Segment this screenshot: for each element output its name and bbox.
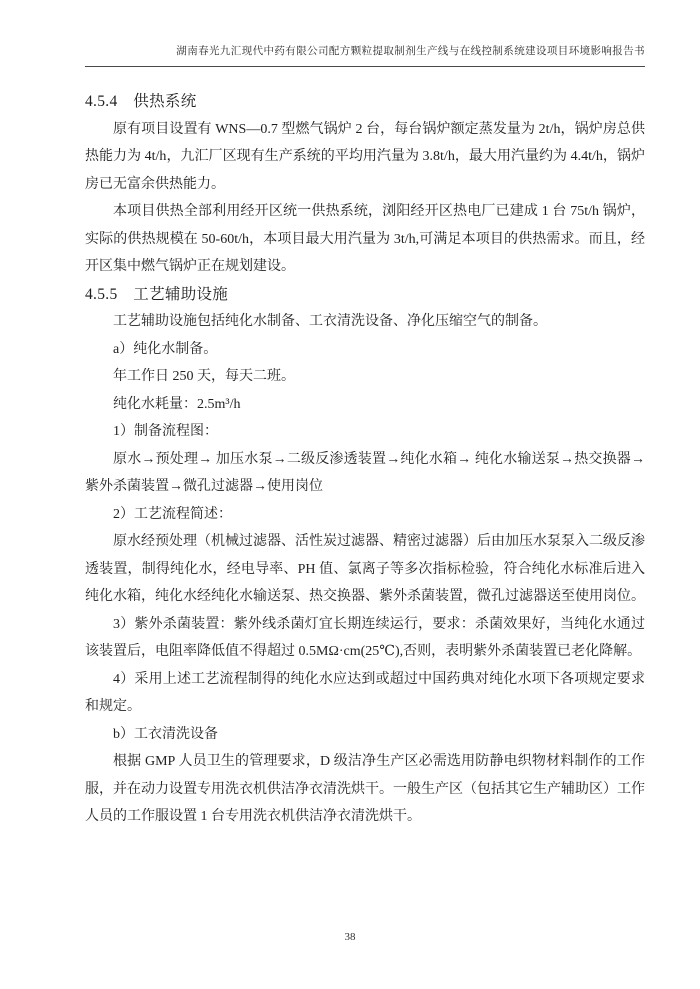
paragraph: 根据 GMP 人员卫生的管理要求，D 级洁净生产区必需选用防静电织物材料制作的工作服，并在动力设置专用洗衣机供洁净衣清洗烘干。一般生产区（包括其它生产辅助区）工作人员的工作服设置 1 台专用洗衣机供洁净衣清洗烘干。 bbox=[85, 754, 645, 824]
paragraph: 年工作日 250 天，每天二班。 bbox=[113, 369, 295, 384]
section-heading-4-5-4: 4.5.4 供热系统 bbox=[85, 93, 197, 110]
process-flow-text: 原水→预处理→ 加压水泵→二级反渗透装置→纯化水箱→ 纯化水输送泵→热交换器→紫外杀菌装置→微孔过滤器→使用岗位 bbox=[85, 451, 645, 494]
list-item-a: a）纯化水制备。 bbox=[113, 341, 218, 357]
paragraph: 原有项目设置有 WNS—0.7 型燃气锅炉 2 台，每台锅炉额定蒸发量为 2t/h，锅炉房总供热能力为 4t/h，九汇厂区现有生产系统的平均用汽量为 3.8t/h，最大用汽量约为 4.4t/h，锅炉房已无富余供热能力。 bbox=[85, 121, 645, 192]
list-item-3: 3）紫外杀菌装置：紫外线杀菌灯宜长期连续运行，要求：杀菌效果好，当纯化水通过该装置后，电阻率降低值不得超过 0.5MΩ·cm(25℃),否则，表明紫外杀菌装置已老化降解。 bbox=[85, 616, 645, 659]
section-heading-4-5-5: 4.5.5 工艺辅助设施 bbox=[85, 285, 229, 303]
paragraph: 本项目供热全部利用经开区统一供热系统，浏阳经开区热电厂已建成 1 台 75t/h 锅炉，实际的供热规模在 50-60t/h，本项目最大用汽量为 3t/h,可满足本项目的供热需求。而且，经开区集中燃气锅炉正在规划建设。 bbox=[85, 204, 645, 274]
paragraph: 工艺辅助设施包括纯化水制备、工衣清洗设备、净化压缩空气的制备。 bbox=[113, 314, 547, 329]
paragraph: 纯化水耗量：2.5m³/h bbox=[113, 396, 241, 412]
document-body bbox=[85, 88, 645, 831]
list-item-b: b）工衣清洗设备 bbox=[113, 726, 218, 742]
list-item-4: 4）采用上述工艺流程制得的纯化水应达到或超过中国药典对纯化水项下各项规定要求和规定。 bbox=[85, 671, 645, 714]
paragraph: 原水经预处理（机械过滤器、活性炭过滤器、精密过滤器）后由加压水泵泵入二级反渗透装置，制得纯化水，经电导率、PH 值、氯离子等多次指标检验，符合纯化水标准后进入纯化水箱，纯化水经纯化水输送泵、热交换器、紫外杀菌装置，微孔过滤器送至使用岗位。 bbox=[85, 534, 645, 604]
list-item-2: 2）工艺流程简述： bbox=[113, 506, 232, 522]
page-header-title: 湖南春光九汇现代中药有限公司配方颗粒提取制剂生产线与在线控制系统建设项目环境影响报告书 bbox=[85, 44, 645, 67]
page-number: 38 bbox=[344, 931, 356, 943]
list-item-1: 1）制备流程图： bbox=[113, 424, 218, 439]
